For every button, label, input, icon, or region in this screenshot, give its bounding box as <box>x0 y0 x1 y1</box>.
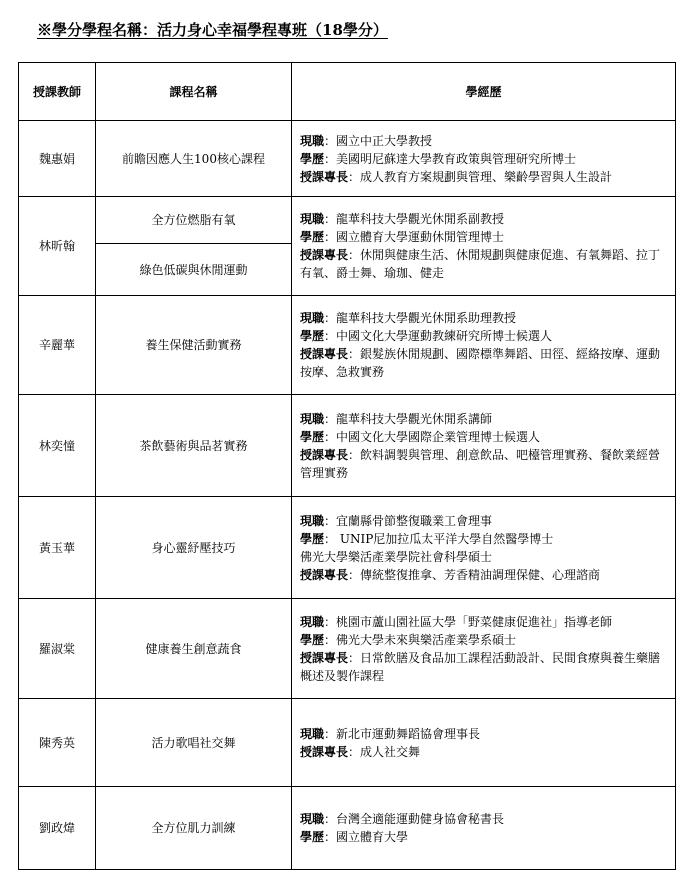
bio-line <box>300 428 669 446</box>
course-name: 身心靈紓壓技巧 <box>96 497 292 599</box>
bio-text: 成人社交舞 <box>360 744 421 759</box>
course-name: 養生保健活動實務 <box>96 296 292 395</box>
bio-text: 新北市運動舞蹈協會理事長 <box>336 726 481 741</box>
bio-separator: ： <box>324 614 337 629</box>
bio-line <box>300 446 669 482</box>
bio-separator: ： <box>324 429 337 444</box>
courses-table <box>18 62 676 870</box>
bio-text: 傳統整復推拿、芳香精油調理保健、心理諮商 <box>360 567 601 582</box>
bio-text: 台灣全適能運動健身協會秘書長 <box>336 812 505 826</box>
table-row <box>19 787 676 870</box>
bio-label: 授課專長 <box>300 567 349 582</box>
course-name: 健康養生創意蔬食 <box>96 599 292 699</box>
bio-separator: ： <box>348 650 361 665</box>
teacher-bio <box>292 599 676 699</box>
bio-text: 休閒與健康生活、休閒規劃與健康促進、有氧舞蹈、拉丁有氧、爵士舞、瑜珈、健走 <box>300 248 661 280</box>
bio-label: 現職 <box>300 311 325 325</box>
course-name: 全方位燃脂有氧 <box>96 197 292 244</box>
bio-text: 中國文化大學國際企業管理博士候選人 <box>336 429 541 444</box>
bio-label: 授課專長 <box>300 650 349 665</box>
bio-label: 授課專長 <box>300 447 349 462</box>
teacher-name: 陳秀英 <box>19 699 96 787</box>
bio-separator: ： <box>324 411 337 426</box>
bio-line <box>300 132 669 150</box>
bio-separator: ： <box>324 311 337 325</box>
bio-label: 現職 <box>300 726 325 741</box>
bio-separator: ： <box>324 329 337 343</box>
bio-label: 學歷 <box>300 151 325 166</box>
bio-line <box>300 828 669 846</box>
bio-text: 國立體育大學 <box>336 830 409 844</box>
bio-line <box>300 150 669 168</box>
bio-text: 佛光大學未來與樂活產業學系碩士 <box>336 632 517 647</box>
bio-line <box>300 410 669 428</box>
bio-text: 中國文化大學運動教練研究所博士候選人 <box>336 329 553 343</box>
teacher-bio <box>292 197 676 296</box>
bio-label: 現職 <box>300 614 325 629</box>
bio-label: 授課專長 <box>300 744 349 759</box>
bio-label: 學歷 <box>300 531 325 546</box>
bio-line <box>300 743 669 761</box>
bio-line <box>300 725 669 743</box>
teacher-name: 羅淑棠 <box>19 599 96 699</box>
bio-text: 飲料調製與管理、創意飲品、吧檯管理實務、餐飲業經營管理實務 <box>300 447 661 480</box>
teacher-bio <box>292 121 676 197</box>
bio-text: 龍華科技大學觀光休閒系副教授 <box>336 212 505 226</box>
bio-label: 學歷 <box>300 230 325 244</box>
teacher-name: 黃玉華 <box>19 497 96 599</box>
bio-label: 學歷 <box>300 429 325 444</box>
bio-label: 現職 <box>300 212 325 226</box>
bio-line <box>300 246 669 282</box>
teacher-name: 魏惠娟 <box>19 121 96 197</box>
teacher-name: 劉政煒 <box>19 787 96 870</box>
bio-text: 美國明尼蘇達大學教育政策與管理研究所博士 <box>336 151 577 166</box>
bio-separator: ： <box>348 169 361 184</box>
bio-label: 學歷 <box>300 632 325 647</box>
bio-line <box>300 309 669 327</box>
bio-line <box>300 631 669 649</box>
bio-line <box>300 228 669 246</box>
bio-separator: ： <box>324 632 337 647</box>
bio-separator: ： <box>324 531 337 546</box>
bio-label: 現職 <box>300 133 325 148</box>
bio-separator: ： <box>324 212 337 226</box>
teacher-bio <box>292 787 676 870</box>
bio-text: 國立體育大學運動休閒管理博士 <box>336 230 505 244</box>
bio-text: 宜蘭縣骨節整復職業工會理事 <box>336 513 493 528</box>
teacher-bio <box>292 395 676 497</box>
bio-label: 現職 <box>300 812 325 826</box>
bio-line <box>300 327 669 345</box>
bio-text: UNIP尼加拉瓜太平洋大學自然醫學博士 <box>336 531 554 546</box>
bio-text: 日常飲膳及食品加工課程活動設計、民間食療與養生藥膳概述及製作課程 <box>300 650 661 683</box>
teacher-name: 林奕憧 <box>19 395 96 497</box>
table-row <box>19 121 676 197</box>
bio-line <box>300 810 669 828</box>
table-row <box>19 497 676 599</box>
bio-separator: ： <box>348 248 361 262</box>
bio-separator: ： <box>324 230 337 244</box>
bio-separator: ： <box>324 513 337 528</box>
bio-text: 佛光大學樂活產業學院社會科學碩士 <box>300 549 493 564</box>
header-teacher: 授課教師 <box>19 63 96 121</box>
course-name: 活力歌唱社交舞 <box>96 699 292 787</box>
bio-label: 學歷 <box>300 830 325 844</box>
bio-line <box>300 548 669 566</box>
course-name: 綠色低碳與休閒運動 <box>96 244 292 296</box>
table-header-row <box>19 63 676 121</box>
bio-separator: ： <box>348 447 361 462</box>
teacher-name: 辛麗華 <box>19 296 96 395</box>
header-bio: 學經歷 <box>292 63 676 121</box>
bio-label: 現職 <box>300 411 325 426</box>
teacher-name: 林昕翰 <box>19 197 96 296</box>
bio-separator: ： <box>324 726 337 741</box>
teacher-bio <box>292 497 676 599</box>
bio-text: 國立中正大學教授 <box>336 133 433 148</box>
bio-text: 銀髮族休閒規劃、國際標準舞蹈、田徑、經絡按摩、運動按摩、急救實務 <box>300 347 661 379</box>
table-row <box>19 197 676 244</box>
bio-line <box>300 168 669 186</box>
bio-text: 龍華科技大學觀光休閒系講師 <box>336 411 493 426</box>
table-row <box>19 699 676 787</box>
bio-separator: ： <box>348 567 361 582</box>
bio-text: 龍華科技大學觀光休閒系助理教授 <box>336 311 517 325</box>
bio-line <box>300 649 669 685</box>
table-body <box>19 121 676 870</box>
bio-separator: ： <box>348 347 361 361</box>
bio-separator: ： <box>324 830 337 844</box>
course-name: 前瞻因應人生100核心課程 <box>96 121 292 197</box>
bio-line <box>300 613 669 631</box>
bio-line <box>300 512 669 530</box>
course-name: 全方位肌力訓練 <box>96 787 292 870</box>
bio-label: 現職 <box>300 513 325 528</box>
bio-separator: ： <box>348 744 361 759</box>
table-row <box>19 395 676 497</box>
bio-line <box>300 210 669 228</box>
bio-label: 授課專長 <box>300 347 349 361</box>
bio-label: 授課專長 <box>300 248 349 262</box>
bio-label: 學歷 <box>300 329 325 343</box>
course-name: 茶飲藝術與品茗實務 <box>96 395 292 497</box>
bio-line <box>300 345 669 381</box>
teacher-bio <box>292 296 676 395</box>
bio-separator: ： <box>324 133 337 148</box>
bio-line <box>300 566 669 584</box>
bio-separator: ： <box>324 151 337 166</box>
bio-text: 成人教育方案規劃與管理、樂齡學習與人生設計 <box>360 169 613 184</box>
bio-separator: ： <box>324 812 337 826</box>
table-row <box>19 296 676 395</box>
bio-line <box>300 530 669 548</box>
bio-label: 授課專長 <box>300 169 349 184</box>
document-title: ※學分學程名稱：活力身心幸福學程專班（18學分） <box>37 21 388 39</box>
header-course: 課程名稱 <box>96 63 292 121</box>
table-row <box>19 599 676 699</box>
bio-text: 桃園市蘆山園社區大學「野菜健康促進社」指導老師 <box>336 614 613 629</box>
teacher-bio <box>292 699 676 787</box>
